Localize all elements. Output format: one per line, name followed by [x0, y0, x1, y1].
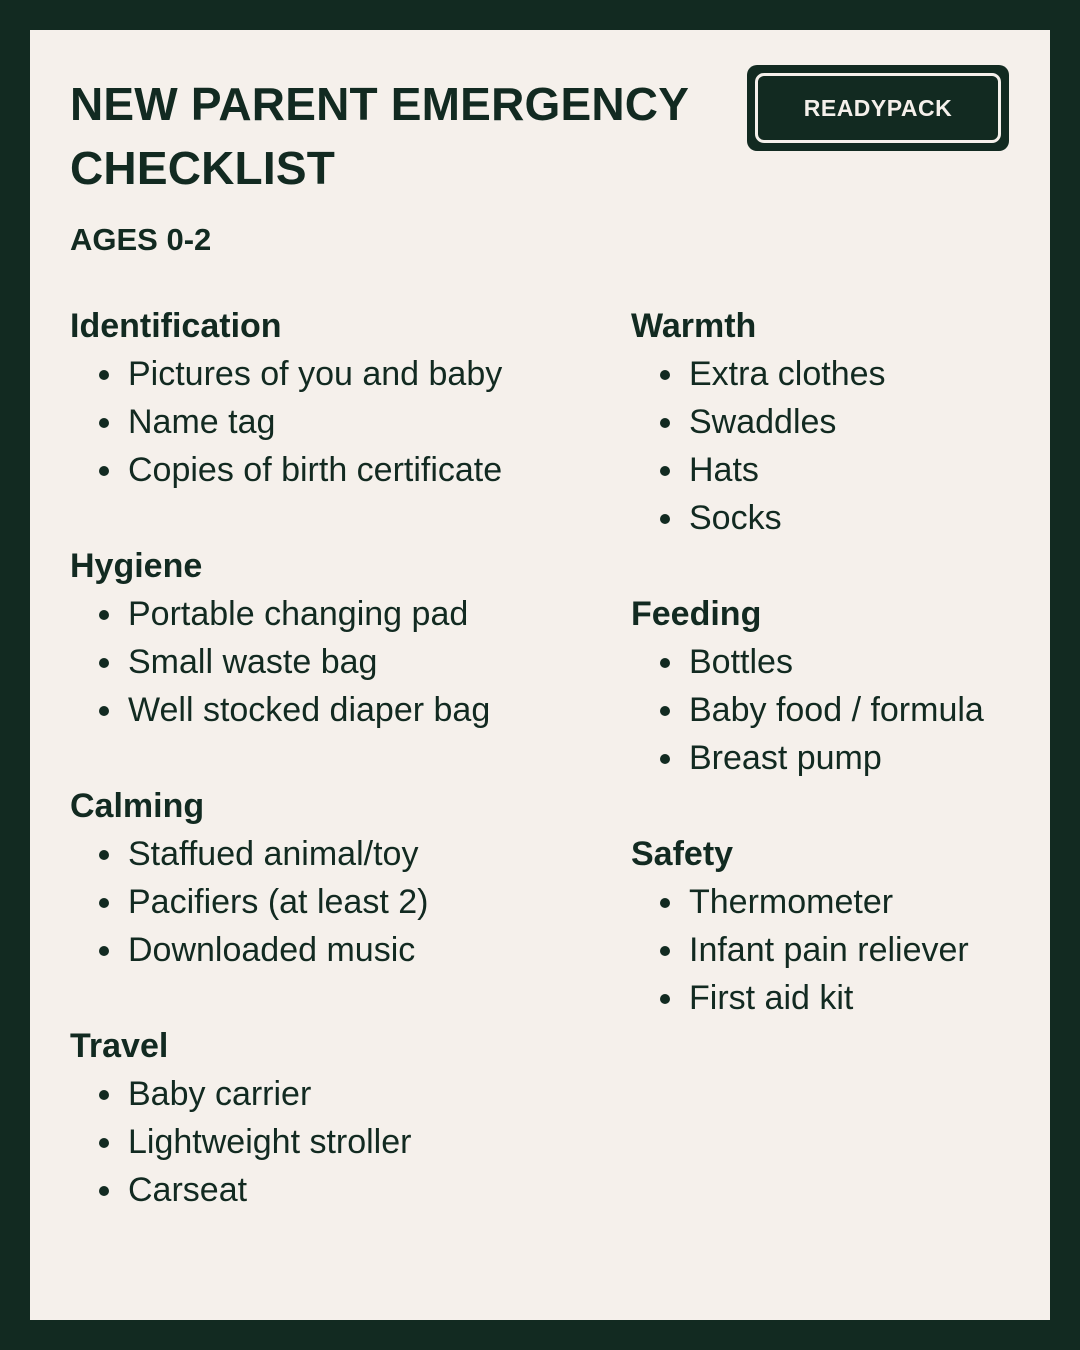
- item-label: Baby food / formula: [689, 691, 984, 729]
- item-list: [70, 830, 610, 974]
- bullet-icon: [660, 514, 670, 524]
- item-list: [631, 350, 1050, 542]
- item-label: Baby carrier: [128, 1075, 312, 1113]
- bullet-icon: [99, 1090, 109, 1100]
- list-item: [70, 398, 610, 446]
- bullet-icon: [99, 946, 109, 956]
- item-label: Pictures of you and baby: [128, 355, 503, 393]
- item-list: [70, 1070, 610, 1214]
- bullet-icon: [660, 418, 670, 428]
- item-label: Pacifiers (at least 2): [128, 883, 429, 921]
- bullet-icon: [660, 706, 670, 716]
- list-item: [70, 350, 610, 398]
- section-hygiene: [70, 542, 610, 734]
- bullet-icon: [660, 370, 670, 380]
- section-title: Warmth: [631, 307, 757, 345]
- item-list: [70, 350, 610, 494]
- checklist-card: [30, 30, 1050, 1320]
- section-identification: [70, 302, 610, 494]
- list-item: [631, 398, 1050, 446]
- brand-badge: [747, 65, 1009, 151]
- bullet-icon: [99, 658, 109, 668]
- item-label: Bottles: [689, 643, 793, 681]
- item-list: [631, 638, 1050, 782]
- item-label: Downloaded music: [128, 931, 416, 969]
- list-item: [631, 734, 1050, 782]
- bullet-icon: [99, 418, 109, 428]
- list-item: [631, 686, 1050, 734]
- item-label: First aid kit: [689, 979, 854, 1017]
- item-label: Extra clothes: [689, 355, 886, 393]
- section-safety: [631, 830, 1050, 1022]
- item-list: [631, 878, 1050, 1022]
- bullet-icon: [99, 370, 109, 380]
- list-item: [70, 638, 610, 686]
- section-title: Feeding: [631, 595, 762, 633]
- bullet-icon: [660, 754, 670, 764]
- list-item: [70, 1118, 610, 1166]
- item-label: Infant pain reliever: [689, 931, 969, 969]
- item-label: Swaddles: [689, 403, 837, 441]
- item-label: Well stocked diaper bag: [128, 691, 491, 729]
- bullet-icon: [660, 898, 670, 908]
- section-calming: [70, 782, 610, 974]
- list-item: [631, 446, 1050, 494]
- list-item: [70, 926, 610, 974]
- list-item: [631, 350, 1050, 398]
- bullet-icon: [99, 1186, 109, 1196]
- section-title: Identification: [70, 307, 282, 345]
- list-item: [70, 1070, 610, 1118]
- list-item: [631, 974, 1050, 1022]
- item-label: Breast pump: [689, 739, 882, 777]
- bullet-icon: [99, 610, 109, 620]
- list-item: [70, 686, 610, 734]
- page-title: NEW PARENT EMERGENCY CHECKLIST: [70, 78, 689, 194]
- bullet-icon: [99, 898, 109, 908]
- item-label: Staffued animal/toy: [128, 835, 419, 873]
- list-item: [70, 878, 610, 926]
- item-label: Copies of birth certificate: [128, 451, 503, 489]
- section-title: Travel: [70, 1027, 169, 1065]
- list-item: [70, 590, 610, 638]
- section-title: Safety: [631, 835, 734, 873]
- bullet-icon: [660, 946, 670, 956]
- section-travel: [70, 1022, 610, 1214]
- list-item: [70, 1166, 610, 1214]
- bullet-icon: [99, 706, 109, 716]
- brand-label: READYPACK: [755, 73, 1001, 143]
- list-item: [631, 638, 1050, 686]
- bullet-icon: [660, 658, 670, 668]
- bullet-icon: [660, 466, 670, 476]
- bullet-icon: [99, 850, 109, 860]
- item-label: Hats: [689, 451, 759, 489]
- list-item: [631, 878, 1050, 926]
- section-feeding: [631, 590, 1050, 782]
- age-range-subtitle: AGES 0-2: [70, 222, 212, 257]
- item-label: Thermometer: [689, 883, 894, 921]
- list-item: [70, 446, 610, 494]
- item-label: Carseat: [128, 1171, 248, 1209]
- bullet-icon: [99, 466, 109, 476]
- left-column: [70, 302, 610, 1262]
- list-item: [70, 830, 610, 878]
- item-label: Name tag: [128, 403, 276, 441]
- section-title: Calming: [70, 787, 205, 825]
- list-item: [631, 494, 1050, 542]
- item-label: Socks: [689, 499, 782, 537]
- item-label: Portable changing pad: [128, 595, 469, 633]
- bullet-icon: [99, 1138, 109, 1148]
- item-label: Lightweight stroller: [128, 1123, 412, 1161]
- right-column: [631, 302, 1050, 1070]
- item-list: [70, 590, 610, 734]
- list-item: [631, 926, 1050, 974]
- bullet-icon: [660, 994, 670, 1004]
- item-label: Small waste bag: [128, 643, 378, 681]
- section-title: Hygiene: [70, 547, 203, 585]
- section-warmth: [631, 302, 1050, 542]
